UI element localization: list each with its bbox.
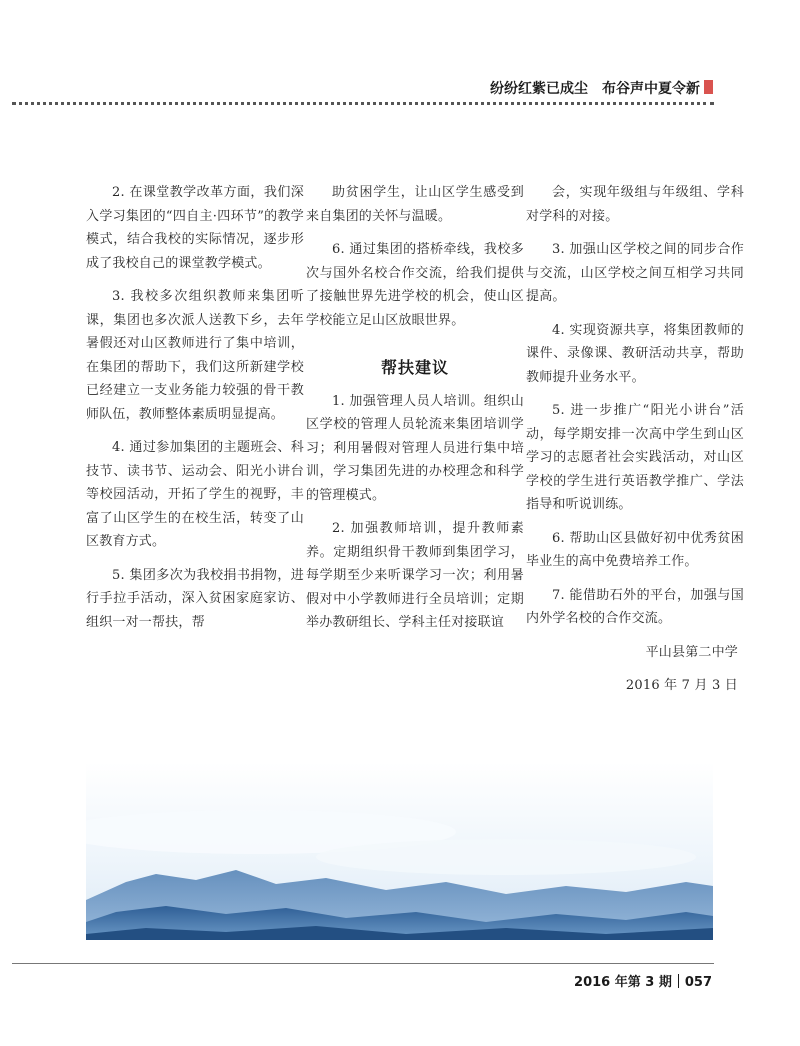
paragraph: 7. 能借助石外的平台，加强与国内外学名校的合作交流。 [526, 587, 744, 626]
text-column-2 [306, 181, 524, 645]
paragraph: 会，实现年级组与年级组、学科对学科的对接。 [526, 185, 744, 224]
paragraph: 3. 加强山区学校之间的同步合作与交流，山区学校之间互相学习共同提高。 [526, 242, 744, 304]
paragraph: 6. 通过集团的搭桥牵线，我校多次与国外名校合作交流，给我们提供了接触世界先进学校的机会，使山区学校能立足山区放眼世界。 [306, 242, 524, 328]
paragraph: 助贫困学生，让山区学生感受到来自集团的关怀与温暖。 [306, 185, 524, 224]
paragraph: 6. 帮助山区县做好初中优秀贫困毕业生的高中免费培养工作。 [526, 530, 744, 569]
signature-org: 平山县第二中学 [645, 644, 738, 660]
paragraph: 2. 加强教师培训，提升教师素养。定期组织骨干教师到集团学习，每学期至少来听课学习一次；利用暑假对中小学教师进行全员培训；定期举办教研组长、学科主任对接联谊 [306, 521, 524, 630]
header-dotted-divider [12, 102, 714, 105]
footer-divider [12, 963, 714, 964]
paragraph: 3. 我校多次组织教师来集团听课，集团也多次派人送教下乡，去年暑假还对山区教师进行了集中培训，在集团的帮助下，我们这所新建学校已经建立一支业务能力较强的骨干教师队伍，教师整体素质明显提高。 [86, 289, 304, 422]
paragraph: 4. 实现资源共享，将集团教师的课件、录像课、教研活动共享，帮助教师提升业务水平。 [526, 322, 744, 385]
footer [574, 971, 712, 990]
text-column-1 [86, 181, 304, 644]
paragraph: 5. 进一步推广“阳光小讲台”活动，每学期安排一次高中学生到山区学习的志愿者社会实践活动，对山区学校的学生进行英语教学推广、学法指导和听说训练。 [526, 403, 744, 512]
text-column-3 [526, 181, 744, 708]
paragraph: 1. 加强管理人员人培训。组织山区学校的管理人员轮流来集团培训学习；利用暑假对管理人员进行集中培训，学习集团先进的办校理念和科学的管理模式。 [306, 393, 524, 503]
paragraph: 5. 集团多次为我校捐书捐物，进行手拉手活动，深入贫困家庭家访、组织一对一帮扶，帮 [86, 567, 304, 630]
page-number: 057 [684, 975, 712, 990]
mountain-landscape-image [86, 762, 713, 940]
paragraph: 4. 通过参加集团的主题班会、科技节、读书节、运动会、阳光小讲台等校园活动，开拓了学生的视野，丰富了山区学生的在校生活，转变了山区教育方式。 [86, 440, 304, 549]
signature-date: 2016 年 7 月 3 日 [625, 678, 738, 693]
footer-separator [678, 974, 679, 988]
section-heading: 帮扶建议 [380, 358, 449, 377]
paragraph: 2. 在课堂教学改革方面，我们深入学习集团的“四自主·四环节”的教学模式，结合我校的实际情况，逐步形成了我校自己的课堂教学模式。 [86, 185, 304, 271]
header-title-part1: 纷纷红紫已成尘 [490, 81, 588, 97]
issue-label: 2016 年第 3 期 [574, 975, 672, 990]
header-accent-block [704, 80, 713, 94]
header-title [490, 78, 700, 98]
header-title-part2: 布谷声中夏令新 [602, 81, 700, 97]
